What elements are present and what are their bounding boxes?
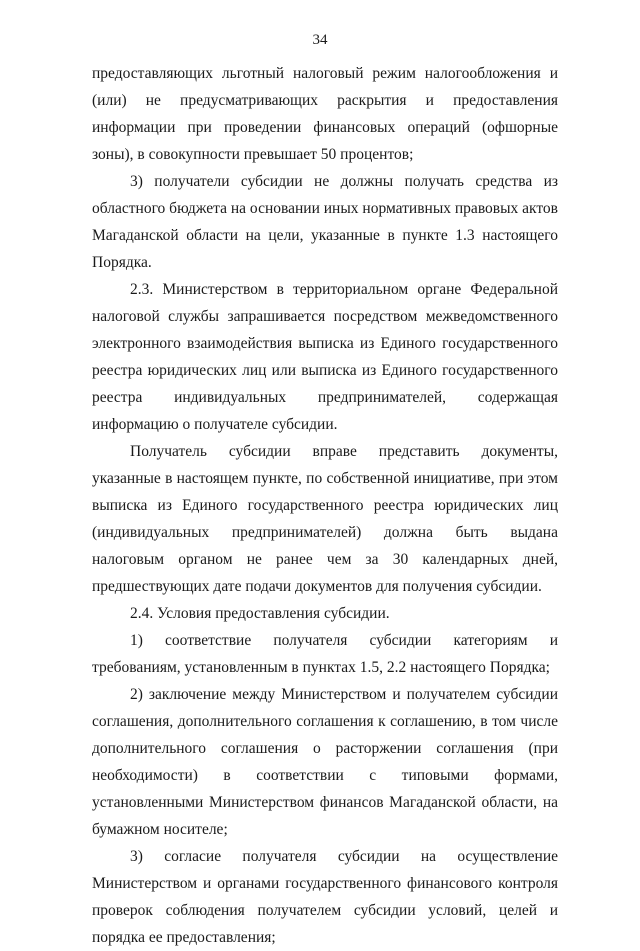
paragraph-recipient-documents: Получатель субсидии вправе представить документы, указанные в настоящем пункте, по собственной инициативе, при этом выписка из Единого государственного реестра юридических лиц (индивидуальных предпринимателей) должна быть выдана налоговым органом не ранее чем за 30 календарных дней, предшествующих дате подачи документов для получения субсидии.	[92, 443, 558, 595]
document-body	[92, 60, 558, 951]
paragraph-2-3: 2.3. Министерством в территориальном органе Федеральной налоговой службы запрашивается посредством межведомственного электронного взаимодействия выписка из Единого государственного реестра юридических лиц или выписка из Единого государственного реестра индивидуальных предпринимателей, содержащая информацию о получателе субсидии.	[92, 281, 558, 433]
page-number: 34	[312, 32, 328, 48]
paragraph-condition-3: 3) согласие получателя субсидии на осуществление Министерством и органами государственного финансового контроля проверок соблюдения получателем субсидии условий, целей и порядка ее предоставления;	[92, 848, 558, 946]
paragraph-continuation: предоставляющих льготный налоговый режим налогообложения и (или) не предусматривающих раскрытия и предоставления информации при проведении финансовых операций (офшорные зоны), в совокупности превышает 50 процентов;	[92, 65, 558, 163]
paragraph-condition-2: 2) заключение между Министерством и получателем субсидии соглашения, дополнительного соглашения к соглашению, в том числе дополнительного соглашения о расторжении соглашения (при необходимости) в соответствии с типовыми формами, установленными Министерством финансов Магаданской области, на бумажном носителе;	[92, 686, 558, 838]
paragraph-2-4-heading: 2.4. Условия предоставления субсидии.	[130, 605, 390, 622]
paragraph-item-3-recipients: 3) получатели субсидии не должны получать средства из областного бюджета на основании иных нормативных правовых актов Магаданской области на цели, указанные в пункте 1.3 настоящего Порядка.	[92, 173, 558, 271]
paragraph-condition-1: 1) соответствие получателя субсидии категориям и требованиям, установленным в пунктах 1.5, 2.2 настоящего Порядка;	[92, 632, 558, 676]
